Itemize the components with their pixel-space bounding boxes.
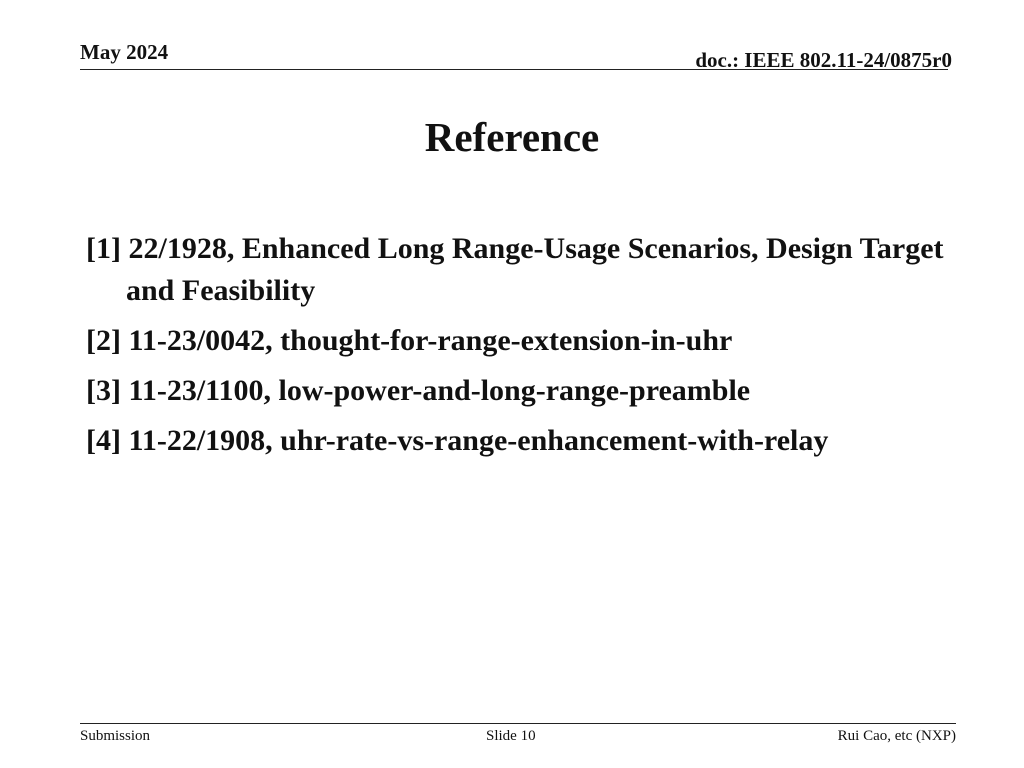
reference-item-1: [1] 22/1928, Enhanced Long Range-Usage Scenarios, Design Target and Feasibility — [86, 232, 944, 307]
reference-list — [86, 228, 966, 470]
footer-author: Rui Cao, etc (NXP) — [837, 728, 956, 744]
footer-slide-number: Slide 10 — [486, 728, 536, 744]
footer-submission: Submission — [80, 728, 151, 744]
reference-item-2: [2] 11-23/0042, thought-for-range-extension-in-uhr — [86, 324, 733, 357]
header-date: May 2024 — [80, 40, 169, 64]
header-divider — [80, 69, 948, 70]
slide-title: Reference — [424, 114, 600, 160]
header-doc-id: doc.: IEEE 802.11-24/0875r0 — [695, 48, 952, 72]
footer-divider — [80, 723, 956, 724]
reference-item-4: [4] 11-22/1908, uhr-rate-vs-range-enhancement-with-relay — [86, 424, 829, 457]
reference-item-3: [3] 11-23/1100, low-power-and-long-range-preamble — [86, 374, 751, 407]
